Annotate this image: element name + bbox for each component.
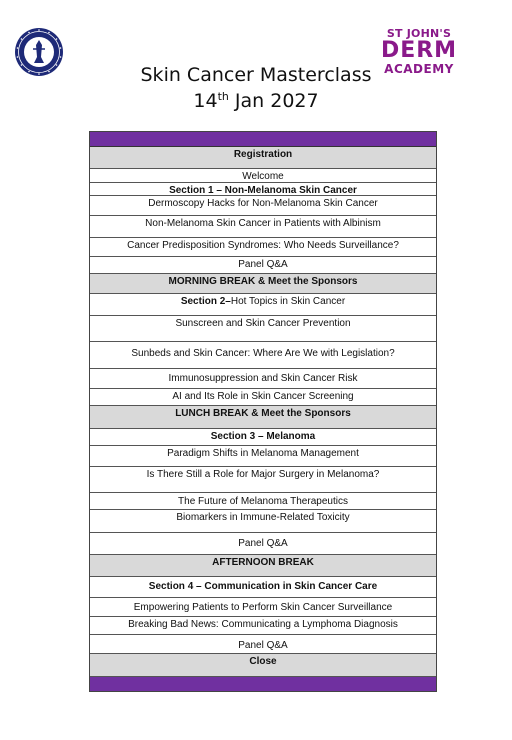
brand-line-1: ST JOHN'S bbox=[386, 27, 452, 40]
agenda-row: Section 4 – Communication in Skin Cancer Care bbox=[90, 577, 436, 598]
agenda-row: Non-Melanoma Skin Cancer in Patients with Albinism bbox=[90, 216, 436, 238]
agenda-row: MORNING BREAK & Meet the Sponsors bbox=[90, 274, 436, 294]
page-title-block bbox=[0, 62, 512, 114]
date-day: 14 bbox=[193, 90, 218, 112]
agenda-row: Sunscreen and Skin Cancer Prevention bbox=[90, 316, 436, 342]
agenda-row: Panel Q&A bbox=[90, 257, 436, 274]
page-title: Skin Cancer Masterclass bbox=[140, 64, 372, 86]
agenda-row: AI and Its Role in Skin Cancer Screening bbox=[90, 389, 436, 406]
agenda-table bbox=[89, 131, 437, 692]
date-suffix: th bbox=[217, 90, 229, 103]
agenda-row: The Future of Melanoma Therapeutics bbox=[90, 493, 436, 510]
agenda-row: Registration bbox=[90, 147, 436, 169]
agenda-row: Paradigm Shifts in Melanoma Management bbox=[90, 446, 436, 467]
agenda-bottom-bar bbox=[90, 677, 436, 691]
agenda-top-bar bbox=[90, 132, 436, 147]
agenda-row: Dermoscopy Hacks for Non-Melanoma Skin Cancer bbox=[90, 196, 436, 216]
agenda-row: Cancer Predisposition Syndromes: Who Needs Surveillance? bbox=[90, 238, 436, 257]
event-date bbox=[0, 88, 512, 114]
section-2-label: Section 2– bbox=[180, 296, 231, 307]
section-2-title: Hot Topics in Skin Cancer bbox=[230, 296, 346, 307]
agenda-row: Panel Q&A bbox=[90, 533, 436, 555]
date-rest: Jan 2027 bbox=[228, 90, 319, 112]
agenda-row: Is There Still a Role for Major Surgery in Melanoma? bbox=[90, 467, 436, 493]
agenda-row bbox=[90, 294, 436, 316]
agenda-row: Panel Q&A bbox=[90, 635, 436, 654]
agenda-row: Empowering Patients to Perform Skin Cancer Surveillance bbox=[90, 598, 436, 617]
brand-line-2: DERM bbox=[380, 38, 458, 63]
agenda-row: Immunosuppression and Skin Cancer Risk bbox=[90, 369, 436, 389]
agenda-row: Welcome bbox=[90, 169, 436, 183]
agenda-row: Breaking Bad News: Communicating a Lymphoma Diagnosis bbox=[90, 617, 436, 635]
agenda-row: LUNCH BREAK & Meet the Sponsors bbox=[90, 406, 436, 429]
agenda-row: Close bbox=[90, 654, 436, 677]
brand-line-3: ACADEMY bbox=[384, 62, 454, 76]
agenda-row: Biomarkers in Immune-Related Toxicity bbox=[90, 510, 436, 533]
agenda-row: AFTERNOON BREAK bbox=[90, 555, 436, 577]
agenda-row: Section 1 – Non-Melanoma Skin Cancer bbox=[90, 183, 436, 196]
agenda-row: Sunbeds and Skin Cancer: Where Are We with Legislation? bbox=[90, 342, 436, 369]
agenda-row: Section 3 – Melanoma bbox=[90, 429, 436, 446]
